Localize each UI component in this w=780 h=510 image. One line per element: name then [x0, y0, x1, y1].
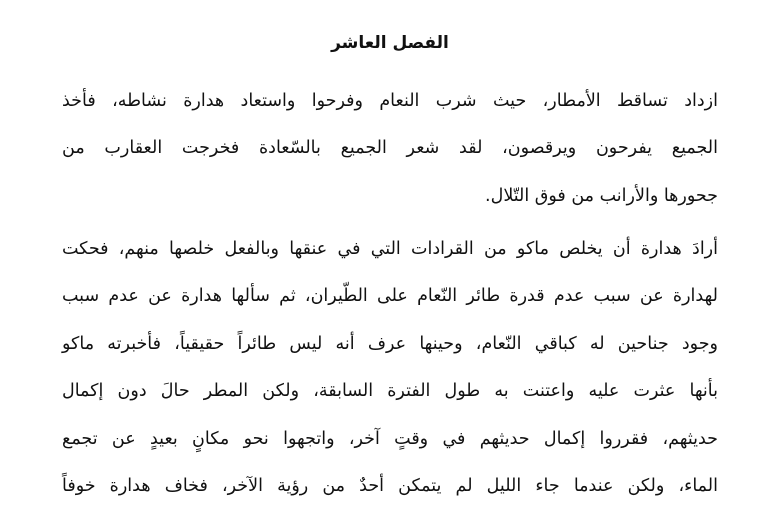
paragraph-2-line-1: أرادَ هدارة أن يخلص ماكو من القرادات التي في عنقها وبالفعل خلصها منهم، فحكت — [62, 239, 718, 259]
paragraph-1-line-1: ازداد تساقط الأمطار، حيث شرب النعام وفرحوا واستعاد هدارة نشاطه، فأخذ — [62, 91, 718, 111]
paragraph-1-line-3: جحورها والأرانب من فوق التّلال. — [485, 185, 718, 206]
paragraph-2-line-2: لهدارة عن سبب عدم قدرة طائر النّعام على الطّيران، ثم سألها هدارة عن عدم سبب — [62, 286, 718, 307]
paragraph-1 — [62, 78, 718, 220]
paragraph-2 — [62, 226, 718, 510]
paragraph-2-line-5: حديثهم، فقرروا إكمال حديثهم في وقتٍ آخر، واتجهوا نحو مكانٍ بعيدٍ عن تجمع — [62, 428, 718, 449]
chapter-title: الفصل العاشر — [331, 33, 449, 53]
paragraph-1-line-2: الجميع يفرحون ويرقصون، لقد شعر الجميع بالسّعادة فخرجت العقارب من — [62, 138, 718, 159]
paragraph-2-line-3: وجود جناحين له كباقي النّعام، وحينها عرف أنه ليس طائراً حقيقياً، فأخبرته ماكو — [62, 333, 718, 354]
paragraph-2-line-4: بأنها عثرت عليه واعتنت به طول الفترة السابقة، ولكن المطر حالَ دون إكمال — [62, 381, 718, 402]
paragraph-2-line-6: الماء، ولكن عندما جاء الليل لم يتمكن أحدٌ من رؤية الآخر، فخاف هدارة خوفاً — [62, 475, 718, 496]
